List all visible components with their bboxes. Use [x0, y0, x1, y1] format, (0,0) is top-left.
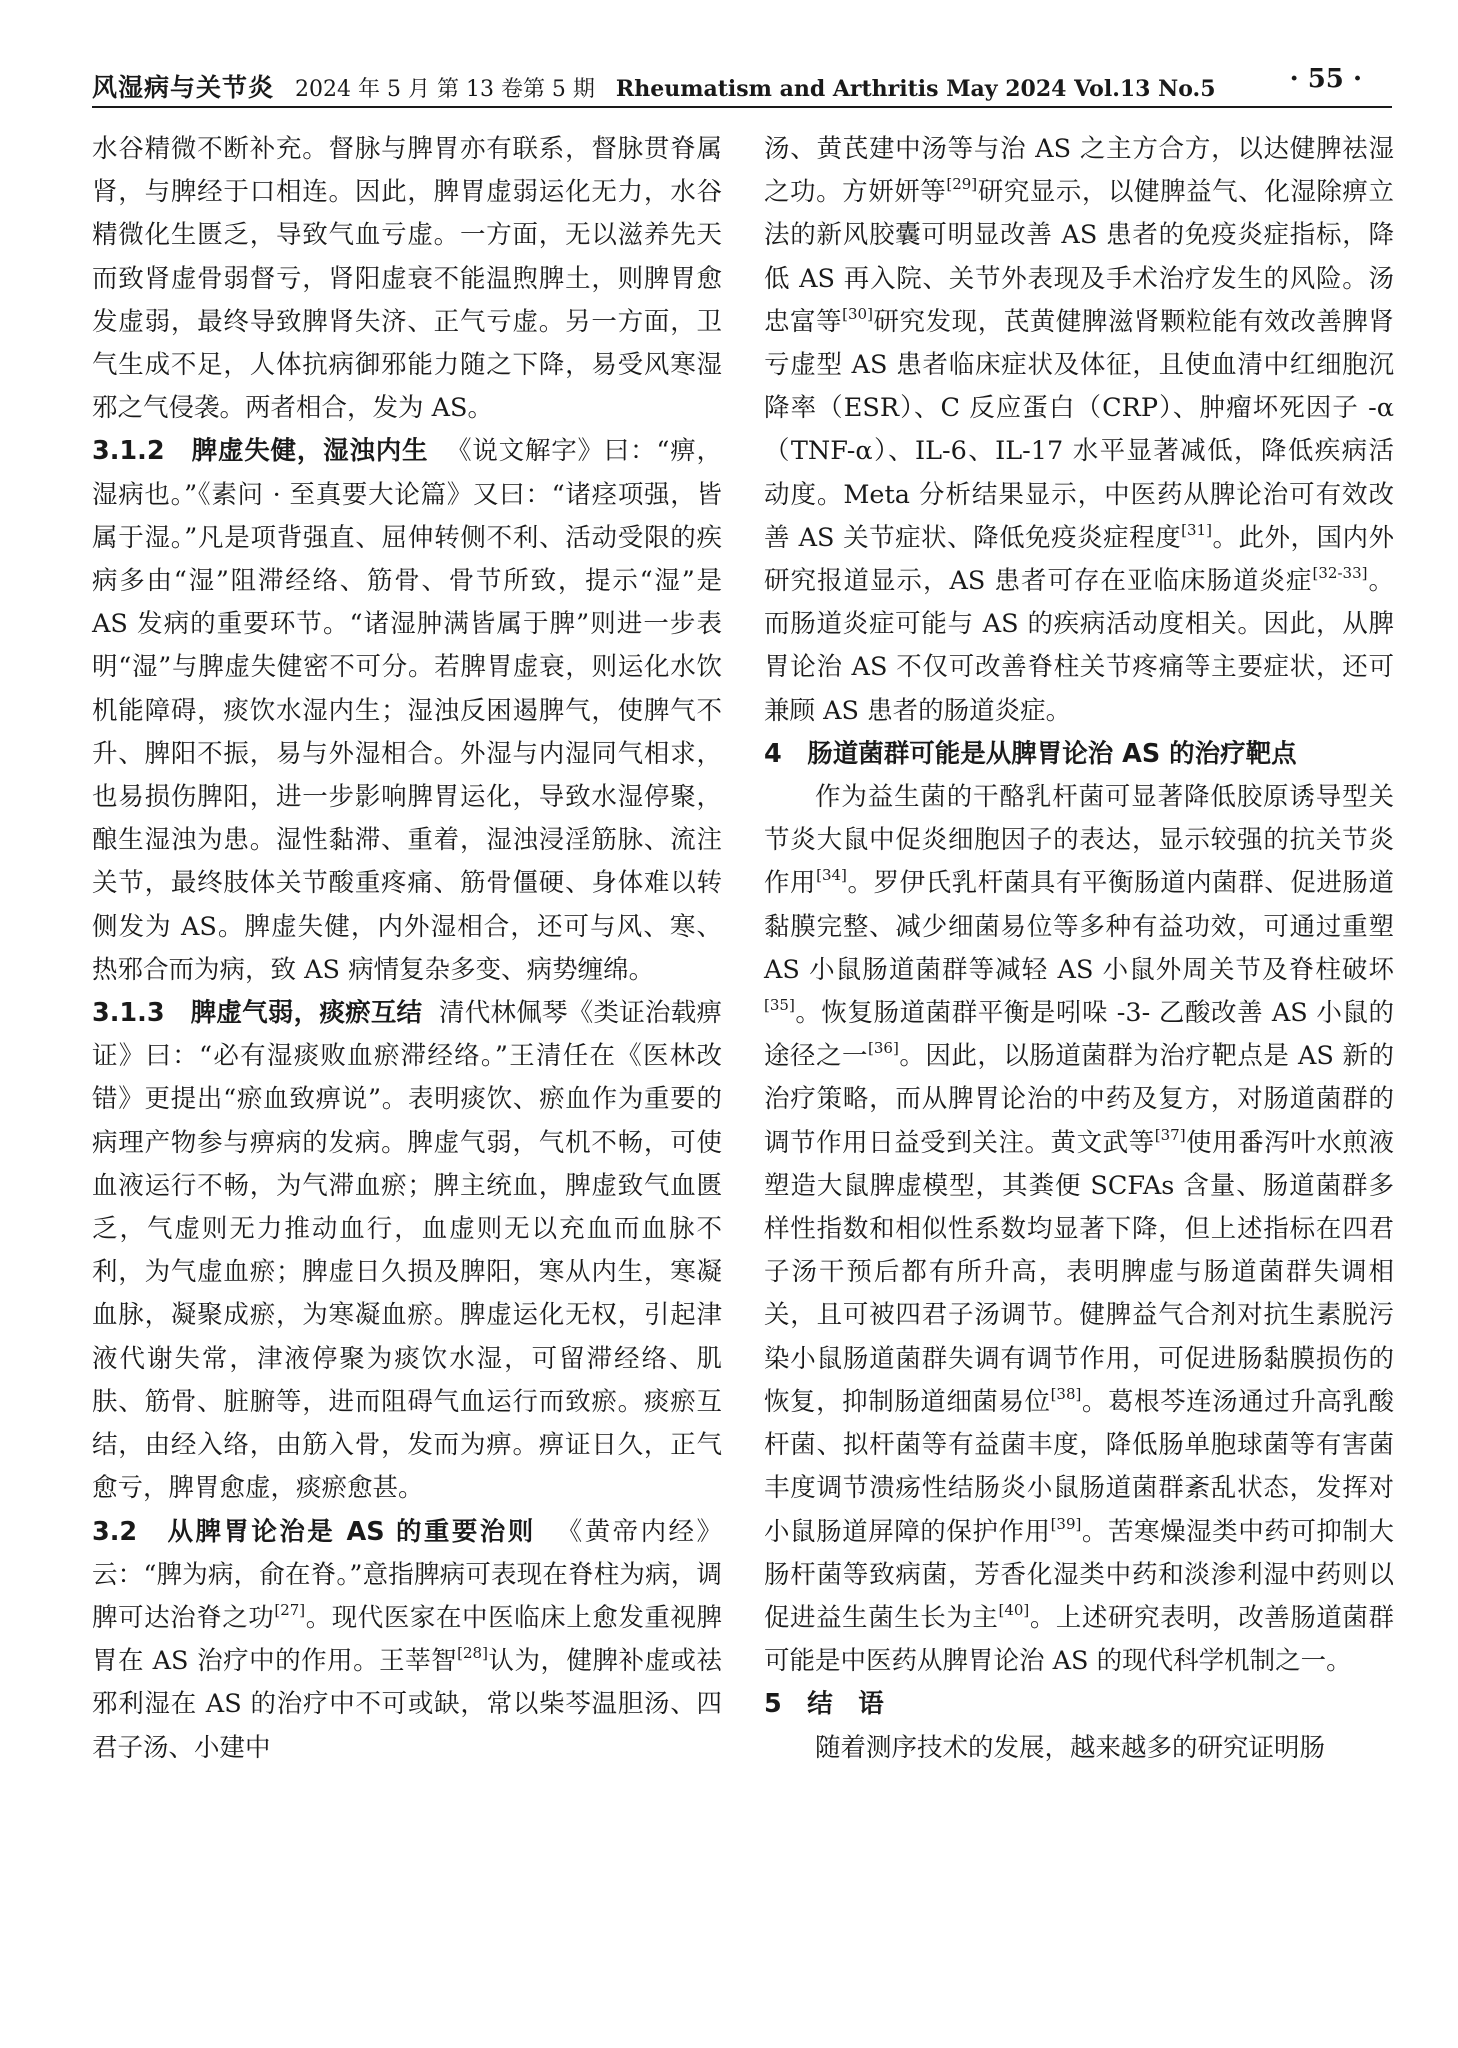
citation: [30]: [842, 304, 873, 323]
issue-cn: 2024 年 5 月 第 13 卷第 5 期: [295, 77, 595, 102]
paragraph: 《说文解字》曰：“痹，湿病也。”《素问 · 至真要大论篇》又曰：“诸痉项强，皆属于湿。”凡是项背强直、屈伸转侧不利、活动受限的疾病多由“湿”阻滞经络、筋骨、骨节所致，提示“湿”是 AS 发病的重要环节。“诸湿肿满皆属于脾”则进一步表明“湿”与脾虚失健密不可分。若脾胃虚衰，则运化水饮机能障碍，痰饮水湿内生；湿浊反困遏脾气，使脾气不升、脾阳不振，易与外湿相合。外湿与内湿同气相求，也易损伤脾阳，进一步影响脾胃运化，导致水湿停聚，酿生湿浊为患。湿性黏滞、重着，湿浊浸淫筋脉、流注关节，最终肢体关节酸重疼痛、筋骨僵硬、身体难以转侧发为 AS。脾虚失健，内外湿相合，还可与风、寒、热邪合而为病，致 AS 病情复杂多变、病势缠绵。: [92, 436, 722, 985]
section-3-1-2: [92, 430, 722, 992]
running-header: [92, 64, 1392, 106]
paragraph: 。葛根芩连汤通过升高乳酸杆菌、拟杆菌等有益菌丰度，降低肠单胞球菌等有害菌丰度调节溃疡性结肠炎小鼠肠道菌群紊乱状态，发挥对小鼠肠道屏障的保护作用: [764, 1386, 1394, 1547]
header-left: [92, 68, 1216, 104]
paragraph: 。现代医家在中医临床上愈发重视脾胃在 AS 治疗中的作用。王莘智: [92, 1602, 722, 1677]
paragraph: 使用番泻叶水煎液塑造大鼠脾虚模型，其粪便 SCFAs 含量、肠道菌群多样性指数和相似性系数均显著下降，但上述指标在四君子汤干预后都有所升高，表明脾虚与肠道菌群失调相关，且可被四君子汤调节。健脾益气合剂对抗生素脱污染小鼠肠道菌群失调有调节作用，可促进肠黏膜损伤的恢复，抑制肠道细菌易位: [764, 1127, 1394, 1417]
journal-name-cn: 风湿病与关节炎: [92, 73, 275, 102]
citation: [27]: [274, 1600, 306, 1619]
citation: [40]: [998, 1600, 1030, 1619]
paragraph: 。因此，以肠道菌群为治疗靶点是 AS 新的治疗策略，而从脾胃论治的中药及复方，对肠道菌群的调节作用日益受到关注。黄文武等: [764, 1041, 1394, 1158]
paragraph: 清代林佩琴《类证治载痹证》曰：“必有湿痰败血瘀滞经络。”王清任在《医林改错》更提出“瘀血致痹说”。表明痰饮、瘀血作为重要的病理产物参与痹病的发病。脾虚气弱，气机不畅，可使血液运行不畅，为气滞血瘀；脾主统血，脾虚致气血匮乏，气虚则无力推动血行，血虚则无以充血而血脉不利，为气虚血瘀；脾虚日久损及脾阳，寒从内生，寒凝血脉，凝聚成瘀，为寒凝血瘀。脾虚运化无权，引起津液代谢失常，津液停聚为痰饮水湿，可留滞经络、肌肤、筋骨、脏腑等，进而阻碍气血运行而致瘀。痰瘀互结，由经入络，由筋入骨，发而为痹。痹证日久，正气愈亏，脾胃愈虚，痰瘀愈甚。: [92, 998, 722, 1504]
right-column: [764, 128, 1394, 1770]
citation: [35]: [764, 996, 795, 1015]
paragraph: 随着测序技术的发展，越来越多的研究证明肠: [815, 1732, 1326, 1763]
paragraph: 《黄帝内经》云：“脾为病，俞在脊。”意指脾病可表现在脊柱为病，调脾可达治脊之功: [92, 1516, 722, 1633]
header-rule: [92, 106, 1392, 108]
citation: [28]: [457, 1644, 488, 1663]
paragraph: 认为，健脾补虚或祛邪利湿在 AS 的治疗中不可或缺，常以柴芩温胆汤、四君子汤、小建中: [92, 1646, 722, 1763]
paragraph: 。苦寒燥湿类中药可抑制大肠杆菌等致病菌，芳香化湿类中药和淡渗利湿中药则以促进益生菌生长为主: [764, 1516, 1394, 1633]
citation: [38]: [1050, 1384, 1082, 1403]
paragraph: 水谷精微不断补充。督脉与脾胃亦有联系，督脉贯脊属肾，与脾经于口相连。因此，脾胃虚弱运化无力，水谷精微化生匮乏，导致气血亏虚。一方面，无以滋养先天而致肾虚骨弱督亏，肾阳虚衰不能温煦脾土，则脾胃愈发虚弱，最终导致脾肾失济、正气亏虚。另一方面，卫气生成不足，人体抗病御邪能力随之下降，易受风寒湿邪之气侵袭。两者相合，发为 AS。: [92, 134, 722, 424]
section-4-body: [764, 776, 1394, 1683]
paragraph: 。而肠道炎症可能与 AS 的疾病活动度相关。因此，从脾胃论治 AS 不仅可改善脊柱关节疼痛等主要症状，还可兼顾 AS 患者的肠道炎症。: [764, 566, 1394, 726]
paragraph: 汤、黄芪建中汤等与治 AS 之主方合方，以达健脾祛湿之功。方妍妍等: [764, 134, 1394, 208]
paragraph: 研究显示，以健脾益气、化湿除痹立法的新风胶囊可明显改善 AS 患者的免疫炎症指标，降低 AS 再入院、关节外表现及手术治疗发生的风险。汤忠富等: [764, 177, 1394, 337]
heading-3-1-2: 3.1.2 脾虚失健，湿浊内生: [92, 436, 429, 467]
citation: [29]: [946, 175, 978, 194]
paragraph: 。此外，国内外研究报道显示，AS 患者可存在亚临床肠道炎症: [764, 522, 1394, 597]
heading-4: 4 肠道菌群可能是从脾胃论治 AS 的治疗靶点: [764, 738, 1297, 769]
heading-5: 5 结 语: [764, 1689, 884, 1720]
journal-name-en: Rheumatism and Arthritis May 2024 Vol.13 No.5: [615, 76, 1216, 102]
citation: [31]: [1181, 520, 1212, 539]
heading-3-1-3: 3.1.3 脾虚气弱，痰瘀互结: [92, 998, 423, 1029]
section-3-2: [92, 1511, 722, 1770]
paragraph: 。恢复肠道菌群平衡是吲哚 -3- 乙酸改善 AS 小鼠的途径之一: [764, 998, 1394, 1072]
paragraph: 。罗伊氏乳杆菌具有平衡肠道内菌群、促进肠道黏膜完整、减少细菌易位等多种有益功效，可通过重塑 AS 小鼠肠道菌群等减轻 AS 小鼠外周关节及脊柱破坏: [764, 868, 1394, 985]
citation: [37]: [1154, 1125, 1186, 1144]
page-number: · 55 ·: [1289, 64, 1362, 94]
heading-3-2: 3.2 从脾胃论治是 AS 的重要治则: [92, 1516, 536, 1547]
citation: [39]: [1050, 1514, 1082, 1533]
citation: [36]: [868, 1039, 899, 1058]
citation: [32-33]: [1312, 564, 1368, 583]
paragraph: 研究发现，芪黄健脾滋肾颗粒能有效改善脾肾亏虚型 AS 患者临床症状及体征，且使血清中红细胞沉降率（ESR）、C 反应蛋白（CRP）、肿瘤坏死因子 -α（TNF-α）、IL-6、IL-17 水平显著减低，降低疾病活动度。Meta 分析结果显示，中医药从脾论治可有效改善 AS 关节症状、降低免疫炎症程度: [764, 306, 1394, 553]
paragraph: 。上述研究表明，改善肠道菌群可能是中医药从脾胃论治 AS 的现代科学机制之一。: [764, 1602, 1394, 1677]
section-3-1-3: [92, 992, 722, 1510]
paragraph-continued: [764, 128, 1394, 733]
citation: [34]: [816, 866, 847, 885]
paragraph: 作为益生菌的干酪乳杆菌可显著降低胶原诱导型关节炎大鼠中促炎细胞因子的表达，显示较强的抗关节炎作用: [764, 782, 1394, 899]
left-column: [92, 128, 722, 1770]
